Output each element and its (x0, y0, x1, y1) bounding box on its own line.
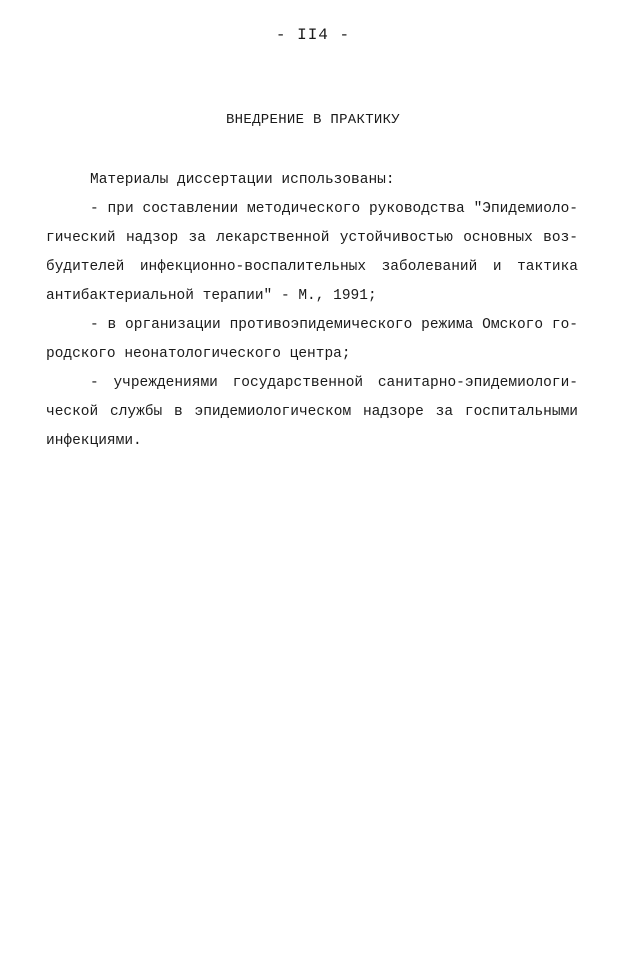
paragraph-1-line-2: гический надзор за лекарственной устойчивостью основных воз- (46, 230, 578, 246)
paragraph-3-line-2: ческой службы в эпидемиологическом надзоре за госпитальными (46, 404, 578, 420)
paragraph-3-line-1: - учреждениями государственной санитарно-эпидемиологи- (90, 375, 578, 391)
paragraph-3-line-3: инфекциями. (46, 433, 142, 449)
paragraph-2-line-2: родского неонатологического центра; (46, 346, 351, 362)
paragraph-2-line-1: - в организации противоэпидемического режима Омского го- (90, 317, 578, 333)
intro-line: Материалы диссертации использованы: (90, 172, 395, 188)
paragraph-1-line-4: антибактериальной терапии" - М., 1991; (46, 288, 377, 304)
paragraph-1-line-1: - при составлении методического руководства "Эпидемиоло- (90, 201, 578, 217)
paragraph-1-line-3: будителей инфекционно-воспалительных заболеваний и тактика (46, 259, 578, 275)
section-heading: ВНЕДРЕНИЕ В ПРАКТИКУ (225, 112, 401, 128)
page-number: - II4 - (275, 26, 351, 44)
